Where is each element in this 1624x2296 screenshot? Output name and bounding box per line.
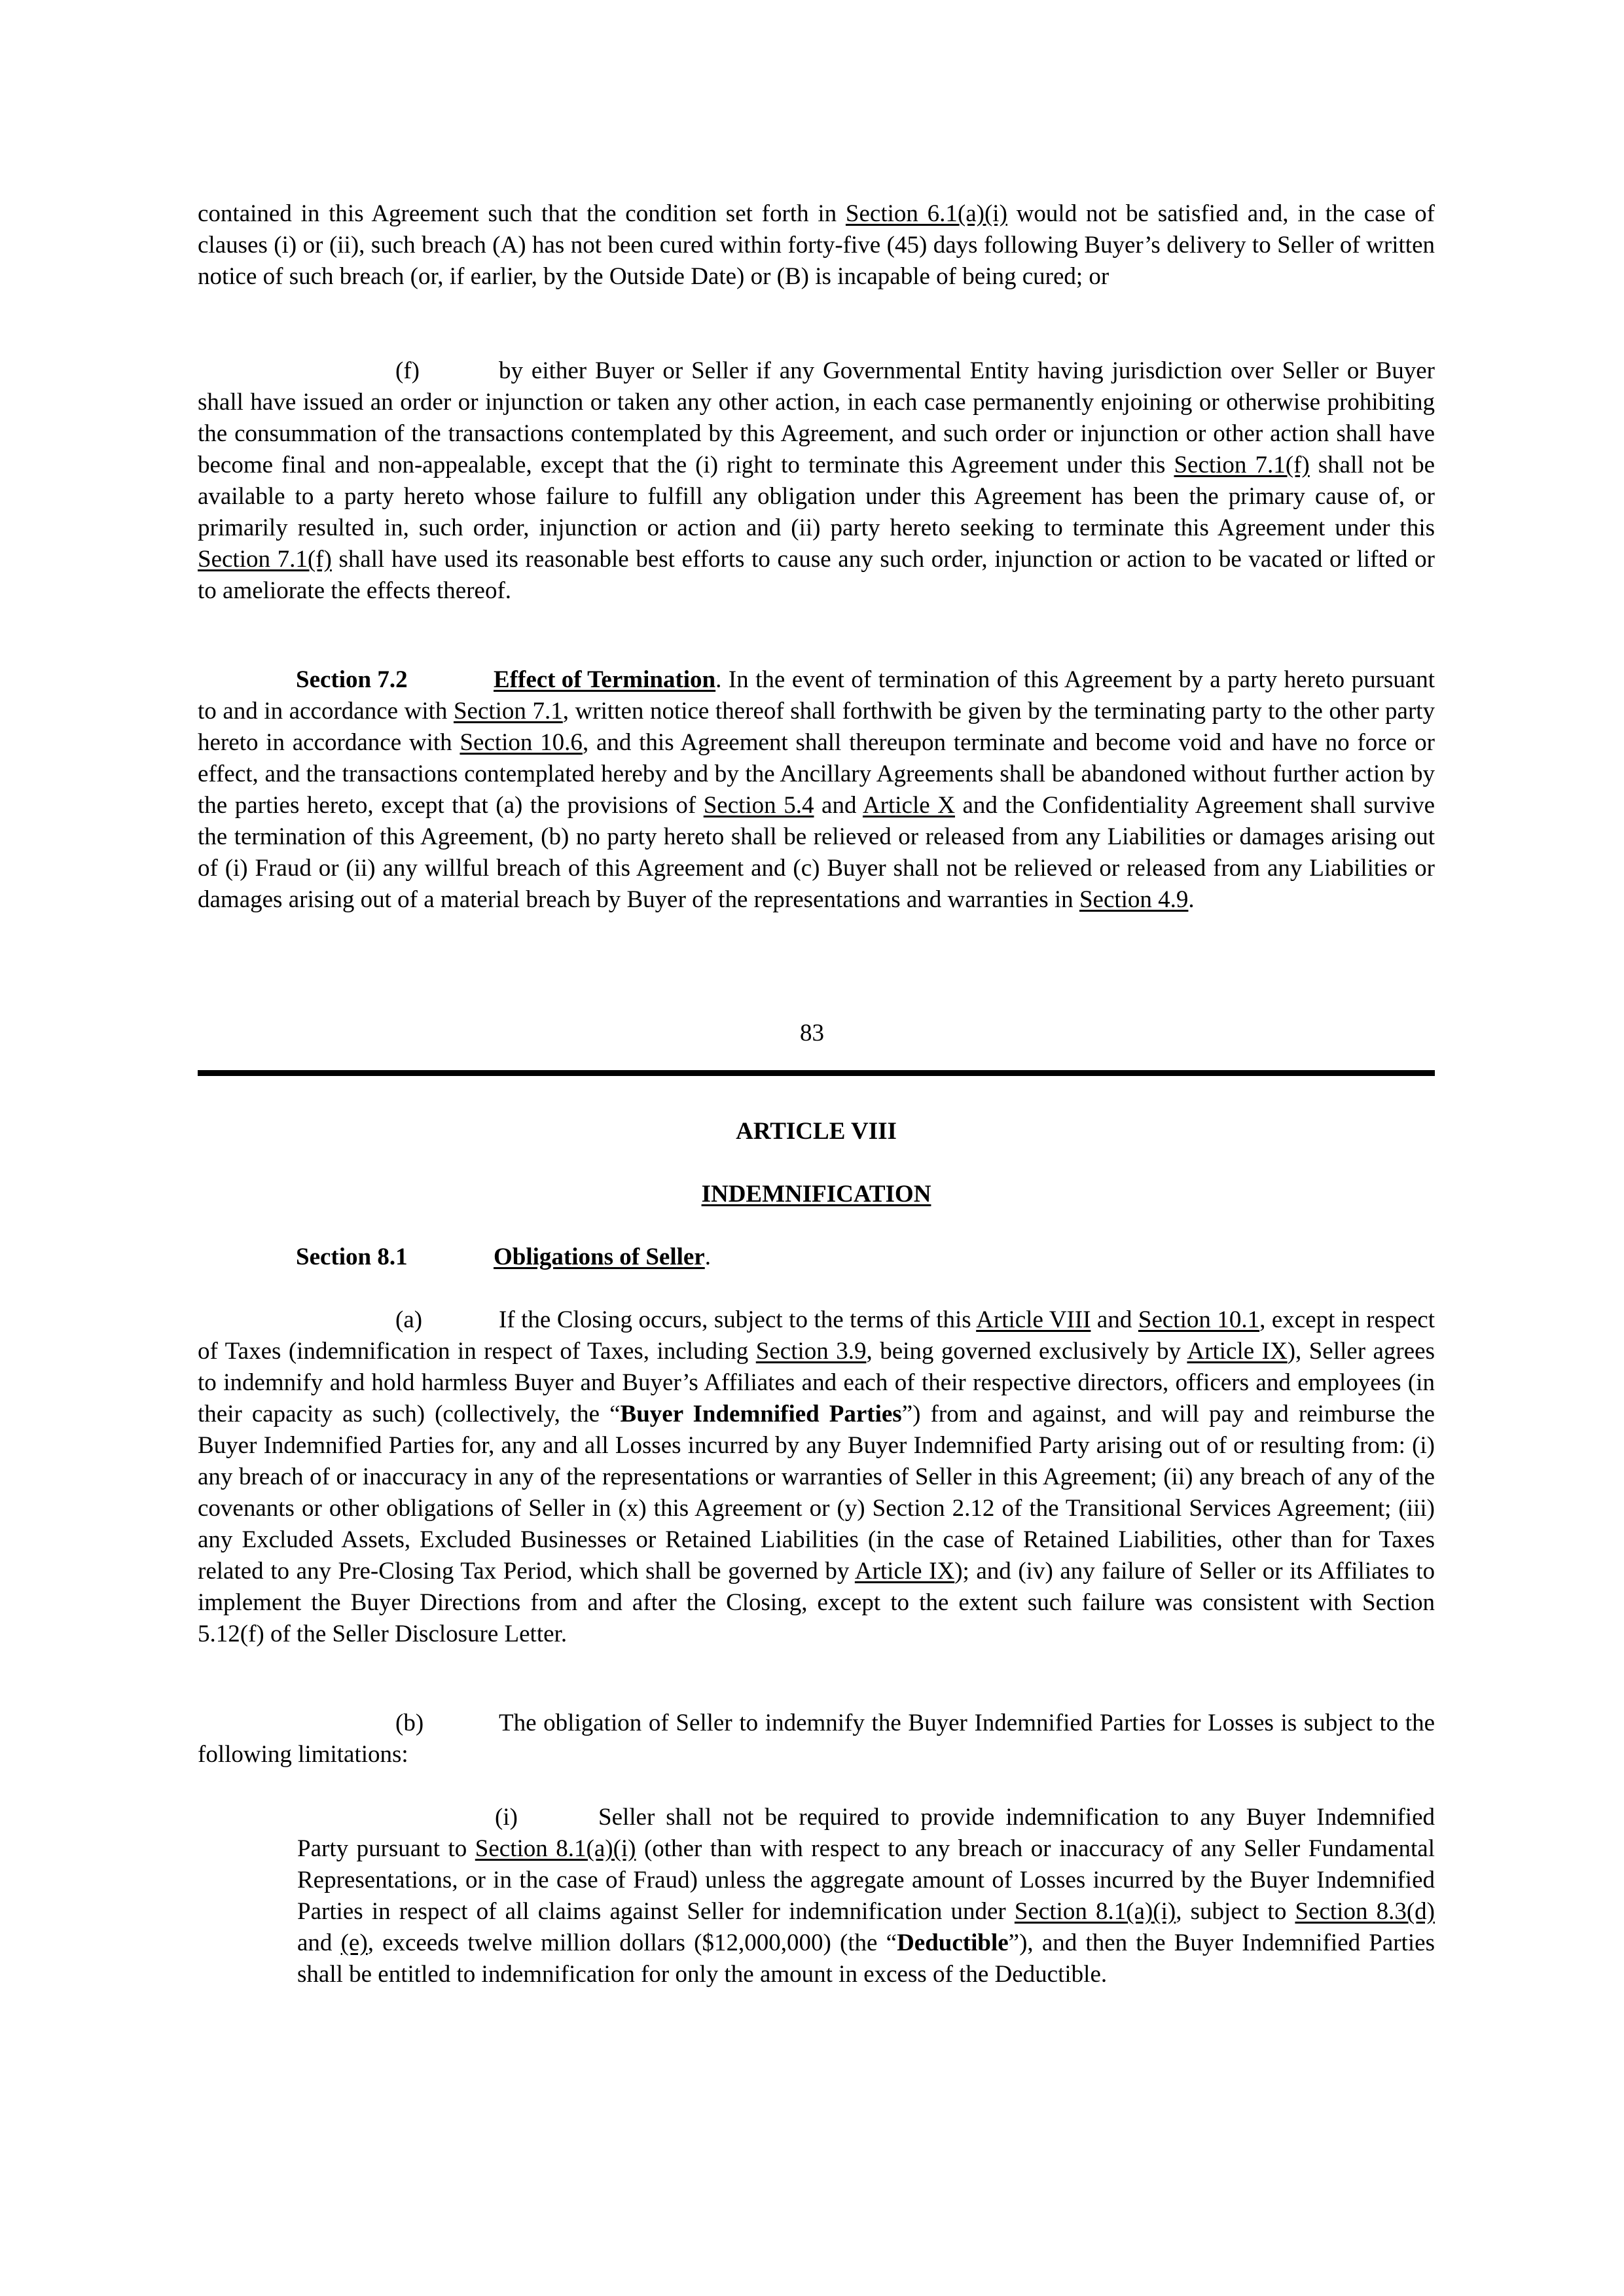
section-ref-10-1: Section 10.1 <box>1138 1306 1260 1333</box>
article-ref-x: Article X <box>862 792 955 819</box>
article-title: INDEMNIFICATION <box>701 1181 931 1208</box>
page-number: 83 <box>800 1020 824 1047</box>
defined-term-deductible: Deductible <box>897 1929 1009 1956</box>
section-ref-10-6: Section 10.6 <box>460 729 583 756</box>
section-ref-6-1-a-i: Section 6.1(a)(i) <box>845 200 1007 227</box>
section-ref-8-1-a-i-second: Section 8.1(a)(i) <box>1014 1898 1176 1925</box>
section-7-2-title: Effect of Termination <box>494 666 716 693</box>
clause-a-label: (a) <box>395 1306 423 1333</box>
section-7-2: Section 7.2 Effect of Termination. In the event of termination of this Agreement by a party hereto pursuant to and in accordance with Section 7.1, written notice thereof shall forthwith be given by the terminating party to the other party hereto in accordance with Section 10.6, and this Agreement shall thereupon terminate and become void and have no force or effect, and the transactions contemplated hereby and by the Ancillary Agreements shall be abandoned without further action by the parties hereto, except that (a) the provisions of Section 5.4 and Article X and the Confidentiality Agreement shall survive the termination of this Agreement, (b) no party hereto shall be relieved or released from any Liabilities or damages arising out of (i) Fraud or (ii) any willful breach of this Agreement and (c) Buyer shall not be relieved or released from any Liabilities or damages arising out of a material breach by Buyer of the representations and warranties in Section 4.9. <box>198 664 1435 916</box>
clause-8-1-a: (a) If the Closing occurs, subject to the terms of this Article VIII and Section 10.1, except in respect of Taxes (indemnification in respect of Taxes, including Section 3.9, being governed exclusively by Article IX), Seller agrees to indemnify and hold harmless Buyer and Buyer’s Affiliates and each of their respective directors, officers and employees (in their capacity as such) (collectively, the “Buyer Indemnified Parties”) from and against, and will pay and reimburse the Buyer Indemnified Parties for, any and all Losses incurred by any Buyer Indemnified Party arising out of or resulting from: (i) any breach of or inaccuracy in any of the representations or warranties of Seller in this Agreement; (ii) any breach of any of the covenants or other obligations of Seller in (x) this Agreement or (y) Section 2.12 of the Transitional Services Agreement; (iii) any Excluded Assets, Excluded Businesses or Retained Liabilities (in the case of Retained Liabilities, other than for Taxes related to any Pre-Closing Tax Period, which shall be governed by Article IX); and (iv) any failure of Seller or its Affiliates to implement the Buyer Directions from and after the Closing, except to the extent such failure was consistent with Section 5.12(f) of the Seller Disclosure Letter. <box>198 1304 1435 1650</box>
section-7-2-number: Section 7.2 <box>296 666 408 693</box>
article-ref-ix: Article IX <box>1187 1338 1288 1365</box>
section-ref-7-1: Section 7.1 <box>453 698 563 725</box>
section-8-1-title: Obligations of Seller <box>494 1244 705 1270</box>
defined-term-buyer-indemnified-parties: Buyer Indemnified Parties <box>620 1401 902 1427</box>
section-ref-3-9: Section 3.9 <box>755 1338 867 1365</box>
section-ref-4-9: Section 4.9 <box>1079 886 1189 913</box>
section-ref-8-1-a-i: Section 8.1(a)(i) <box>475 1835 636 1862</box>
article-ref-ix-second: Article IX <box>854 1558 955 1585</box>
clause-8-1-b: (b) The obligation of Seller to indemnify the Buyer Indemnified Parties for Losses is subject to the following limitations: <box>198 1708 1435 1770</box>
section-8-1-heading: Section 8.1 Obligations of Seller. <box>198 1242 1435 1273</box>
clause-b-label: (b) <box>395 1710 424 1736</box>
section-ref-7-1-f: Section 7.1(f) <box>1174 452 1310 478</box>
clause-f: (f) by either Buyer or Seller if any Governmental Entity having jurisdiction over Seller or Buyer shall have issued an order or injunction or taken any other action, in each case permanently enjoining or otherwise prohibiting the consummation of the transactions contemplated by this Agreement, and such order or injunction or other action shall have become final and non-appealable, except that the (i) right to terminate this Agreement under this Section 7.1(f) shall not be available to a party hereto whose failure to fulfill any obligation under this Agreement has been the primary cause of, or primarily resulted in, such order, injunction or action and (ii) party hereto seeking to terminate this Agreement under this Section 7.1(f) shall have used its reasonable best efforts to cause any such order, injunction or action to be vacated or lifted or to ameliorate the effects thereof. <box>198 355 1435 607</box>
paragraph-continued-clause: contained in this Agreement such that the condition set forth in Section 6.1(a)(i) would not be satisfied and, in the case of clauses (i) or (ii), such breach (A) has not been cured within forty-five (45) days following Buyer’s delivery to Seller of written notice of such breach (or, if earlier, by the Outside Date) or (B) is incapable of being cured; or <box>198 200 1435 290</box>
clause-i-label: (i) <box>495 1804 518 1831</box>
article-heading: ARTICLE VIII <box>736 1118 897 1145</box>
section-ref-5-4: Section 5.4 <box>703 792 814 819</box>
article-ref-viii: Article VIII <box>976 1306 1091 1333</box>
clause-8-1-b-i: (i) Seller shall not be required to provide indemnification to any Buyer Indemnified Party pursuant to Section 8.1(a)(i) (other than with respect to any breach or inaccuracy of any Seller Fundamental Representations, or in the case of Fraud) unless the aggregate amount of Losses incurred by the Buyer Indemnified Parties in respect of all claims against Seller for indemnification under Section 8.1(a)(i), subject to Section 8.3(d) and (e), exceeds twelve million dollars ($12,000,000) (the “Deductible”), and then the Buyer Indemnified Parties shall be entitled to indemnification for only the amount in excess of the Deductible. <box>297 1802 1435 1990</box>
page-divider <box>198 1070 1435 1076</box>
section-ref-8-3-d: Section 8.3(d) <box>1295 1898 1435 1925</box>
section-ref-e: (e) <box>340 1929 368 1956</box>
clause-f-label: (f) <box>395 357 420 384</box>
section-ref-7-1-f-second: Section 7.1(f) <box>198 546 332 573</box>
section-8-1-number: Section 8.1 <box>296 1244 408 1270</box>
